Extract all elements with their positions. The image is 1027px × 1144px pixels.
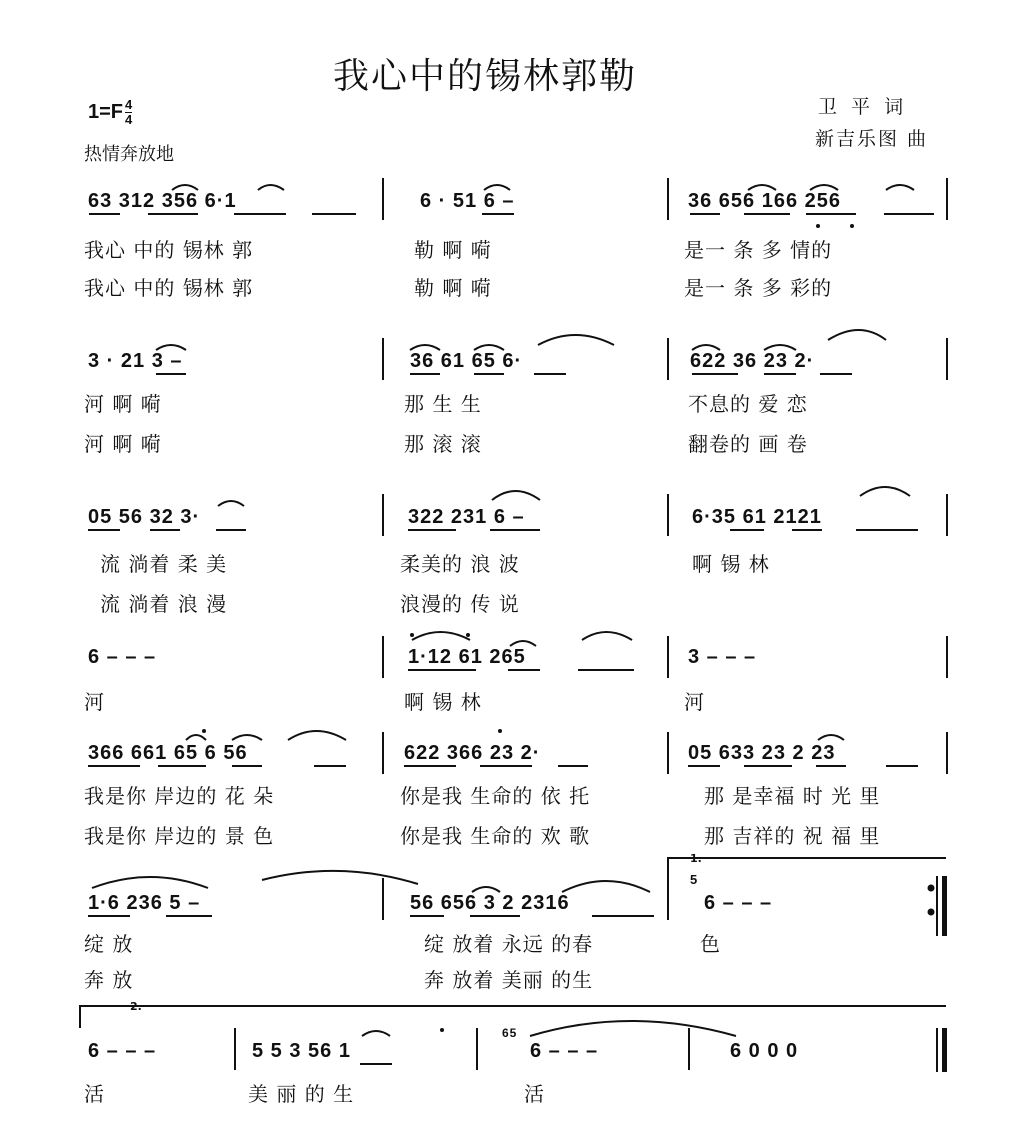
lyrics2-r2-m2: 那 滚 滚 xyxy=(404,432,482,456)
notes-r4-m2: 1·12 61 265 xyxy=(408,646,526,668)
lyrics2-r3-m2: 浪漫的 传 说 xyxy=(400,592,520,616)
lyrics1-r2-m2: 那 生 生 xyxy=(404,392,482,416)
lyrics1-r5-m1: 我是你 岸边的 花 朵 xyxy=(84,784,275,808)
notes-r7-m3: 6 – – – xyxy=(530,1040,599,1062)
volta-1-label: 1. xyxy=(690,852,702,865)
notes-r1-m3: 36 656 166 256 xyxy=(688,190,842,212)
notes-r3-m3: 6·35 61 2121 xyxy=(692,506,822,528)
lyrics2-r2-m1: 河 啊 嗬 xyxy=(84,432,162,456)
tempo-marking: 热情奔放地 xyxy=(84,144,174,165)
lyrics2-r1-m2: 勒 啊 嗬 xyxy=(414,276,492,300)
notes-r7-m1: 6 – – – xyxy=(88,1040,157,1062)
lyrics1-r1-m2: 勒 啊 嗬 xyxy=(414,238,492,262)
page-title: 我心中的锡林郭勒 xyxy=(333,56,638,97)
lyrics1-r2-m3: 不息的 爱 恋 xyxy=(688,392,808,416)
lyrics1-r3-m3: 啊 锡 林 xyxy=(692,552,770,576)
notes-r6-m3: 6 – – – xyxy=(704,892,773,914)
notes-r2-m2: 36 61 65 6· xyxy=(410,350,523,372)
lyricist-credit: 卫 平 词 xyxy=(818,96,908,118)
lyrics1-r4-m2: 啊 锡 林 xyxy=(404,690,482,714)
lyrics1-r3-m2: 柔美的 浪 波 xyxy=(400,552,520,576)
notes-r4-m3: 3 – – – xyxy=(688,646,757,668)
lyrics2-r1-m3: 是一 条 多 彩的 xyxy=(684,276,833,300)
notes-r5-m1: 366 661 65 6 56 xyxy=(88,742,248,764)
lyrics1-r2-m1: 河 啊 嗬 xyxy=(84,392,162,416)
lyrics2-r5-m2: 你是我 生命的 欢 歌 xyxy=(400,824,591,848)
notes-r2-m3: 622 36 23 2· xyxy=(690,350,815,372)
lyrics1-r5-m3: 那 是幸福 时 光 里 xyxy=(704,784,881,808)
lyrics1-r7-m3: 活 xyxy=(524,1082,545,1106)
notes-r7-m4: 6 0 0 0 xyxy=(730,1040,799,1062)
lyrics1-r6-m2: 绽 放着 永远 的春 xyxy=(424,932,594,956)
notes-r4-m1: 6 – – – xyxy=(88,646,157,668)
notes-r3-m1: 05 56 32 3· xyxy=(88,506,201,528)
lyrics2-r5-m1: 我是你 岸边的 景 色 xyxy=(84,824,275,848)
lyrics1-r1-m1: 我心 中的 锡林 郭 xyxy=(84,238,254,262)
notes-r1-m2: 6 · 51 6 – xyxy=(420,190,515,212)
lyrics1-r6-m1: 绽 放 xyxy=(84,932,134,956)
notes-r3-m2: 322 231 6 – xyxy=(408,506,525,528)
notes-r6-m1: 1·6 236 5 – xyxy=(88,892,201,914)
notes-r5-m3: 05 633 23 2 23 xyxy=(688,742,836,764)
grace-note-r6: 5 xyxy=(690,872,699,887)
notes-r6-m2: 56 656 3 2 2316 xyxy=(410,892,570,914)
lyrics1-r3-m1: 流 淌着 柔 美 xyxy=(100,552,228,576)
lyrics1-r4-m1: 河 xyxy=(84,690,105,714)
lyrics2-r6-m1: 奔 放 xyxy=(84,968,134,992)
notes-r7-m2: 5 5 3 56 1 xyxy=(252,1040,351,1062)
lyrics1-r1-m3: 是一 条 多 情的 xyxy=(684,238,833,262)
lyrics1-r4-m3: 河 xyxy=(684,690,705,714)
lyrics2-r3-m1: 流 淌着 浪 漫 xyxy=(100,592,228,616)
lyrics2-r6-m2: 奔 放着 美丽 的生 xyxy=(424,968,594,992)
notes-r5-m2: 622 366 23 2· xyxy=(404,742,541,764)
lyrics2-r5-m3: 那 吉祥的 祝 福 里 xyxy=(704,824,881,848)
lyrics2-r1-m1: 我心 中的 锡林 郭 xyxy=(84,276,254,300)
lyrics2-r2-m3: 翻卷的 画 卷 xyxy=(688,432,808,456)
lyrics1-r7-m2: 美 丽 的 生 xyxy=(248,1082,355,1106)
volta-2-label: 2. xyxy=(130,1000,142,1013)
lyrics1-r7-m1: 活 xyxy=(84,1082,105,1106)
lyrics1-r5-m2: 你是我 生命的 依 托 xyxy=(400,784,591,808)
notes-r2-m1: 3 · 21 3 – xyxy=(88,350,183,372)
notes-r1-m1: 63 312 356 6·1 xyxy=(88,190,237,212)
time-signature: $\frac{4}{4}$ xyxy=(125,97,133,127)
grace-note-r7: 65 xyxy=(502,1026,518,1040)
lyrics1-r6-m3: 色 xyxy=(700,932,721,956)
composer-credit: 新吉乐图 曲 xyxy=(815,128,929,150)
key-label: 1=F xyxy=(88,100,124,123)
